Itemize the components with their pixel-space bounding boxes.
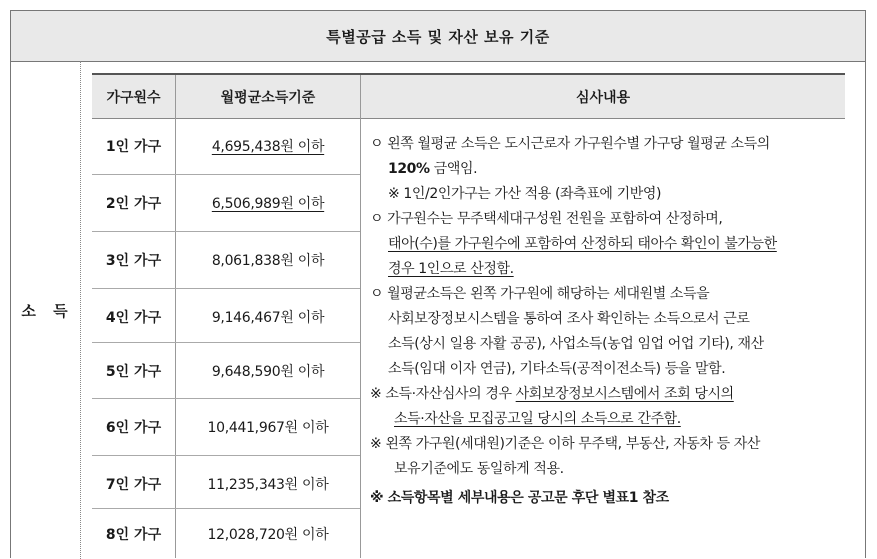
review-notes [370, 132, 840, 511]
income-cell: 4,695,438원 이하 [211, 139, 325, 155]
income-cell: 6,506,989원 이하 [211, 196, 325, 212]
income-cell: 12,028,720원 이하 [207, 526, 329, 543]
table-title: 특별공급 소득 및 자산 보유 기준 [11, 11, 865, 62]
income-side-label: 소 득 [11, 61, 81, 559]
household-cell: 3인 가구 [105, 253, 162, 269]
header-review: 심사내용 [575, 89, 631, 106]
note-line: 사회보장정보시스템을 통하여 조사 확인하는 소득으로서 근로 [388, 311, 750, 327]
household-cell: 7인 가구 [105, 477, 162, 493]
note-line: 120% 금액임. [388, 161, 478, 177]
note-line: 보유기준에도 동일하게 적용. [394, 461, 564, 477]
household-cell: 1인 가구 [105, 139, 162, 155]
income-cell: 8,061,838원 이하 [211, 253, 325, 269]
income-cell: 10,441,967원 이하 [207, 420, 329, 436]
income-cell: 9,648,590원 이하 [211, 364, 325, 380]
note-line: 소득·자산을 모집공고일 당시의 소득으로 간주함. [394, 411, 681, 427]
table-row [92, 175, 360, 231]
note-line: 소득(임대 이자 연금), 기타소득(공적이전소득) 등을 말함. [388, 361, 726, 377]
table-row [92, 456, 360, 512]
table-row [92, 509, 360, 558]
income-cell: 9,146,467원 이하 [211, 310, 325, 326]
note-line: ㅇ 가구원수는 무주택세대구성원 전원을 포함하여 산정하며, [370, 211, 723, 227]
table-row [92, 289, 360, 345]
note-line: 태아(수)를 가구원수에 포함하여 산정하되 태아수 확인이 불가능한 [388, 236, 777, 252]
note-line: 소득(상시 일용 자활 공공), 사업소득(농업 임업 어업 기타), 재산 [388, 336, 764, 352]
household-cell: 2인 가구 [105, 196, 162, 212]
header-household: 가구원수 [106, 89, 161, 106]
note-line: ※ 왼쪽 가구원(세대원)기준은 이하 무주택, 부동산, 자동차 등 자산 [370, 436, 761, 452]
table-row [92, 399, 360, 455]
note-line: ※ 1인/2인가구는 가산 적용 (좌측표에 기반영) [388, 186, 662, 202]
note-line: ㅇ 월평균소득은 왼쪽 가구원에 해당하는 세대원별 소득을 [370, 286, 710, 302]
note-line: 경우 1인으로 산정함. [388, 261, 514, 277]
table-row [92, 232, 360, 288]
note-line: ※ 소득항목별 세부내용은 공고문 후단 별표1 참조 [370, 490, 669, 506]
column-divider [360, 75, 361, 558]
note-line: ※ 소득·자산심사의 경우 사회보장정보시스템에서 조회 당시의 [370, 386, 734, 402]
household-cell: 4인 가구 [105, 310, 162, 326]
household-cell: 5인 가구 [105, 364, 162, 380]
income-cell: 11,235,343원 이하 [207, 477, 329, 493]
household-cell: 8인 가구 [105, 526, 162, 543]
header-income: 월평균소득기준 [220, 89, 316, 106]
table-row [92, 118, 360, 174]
table-row [92, 343, 360, 399]
table-header [92, 75, 845, 119]
note-line: ㅇ 왼쪽 월평균 소득은 도시근로자 가구원수별 가구당 월평균 소득의 [370, 136, 770, 152]
household-cell: 6인 가구 [105, 420, 162, 436]
